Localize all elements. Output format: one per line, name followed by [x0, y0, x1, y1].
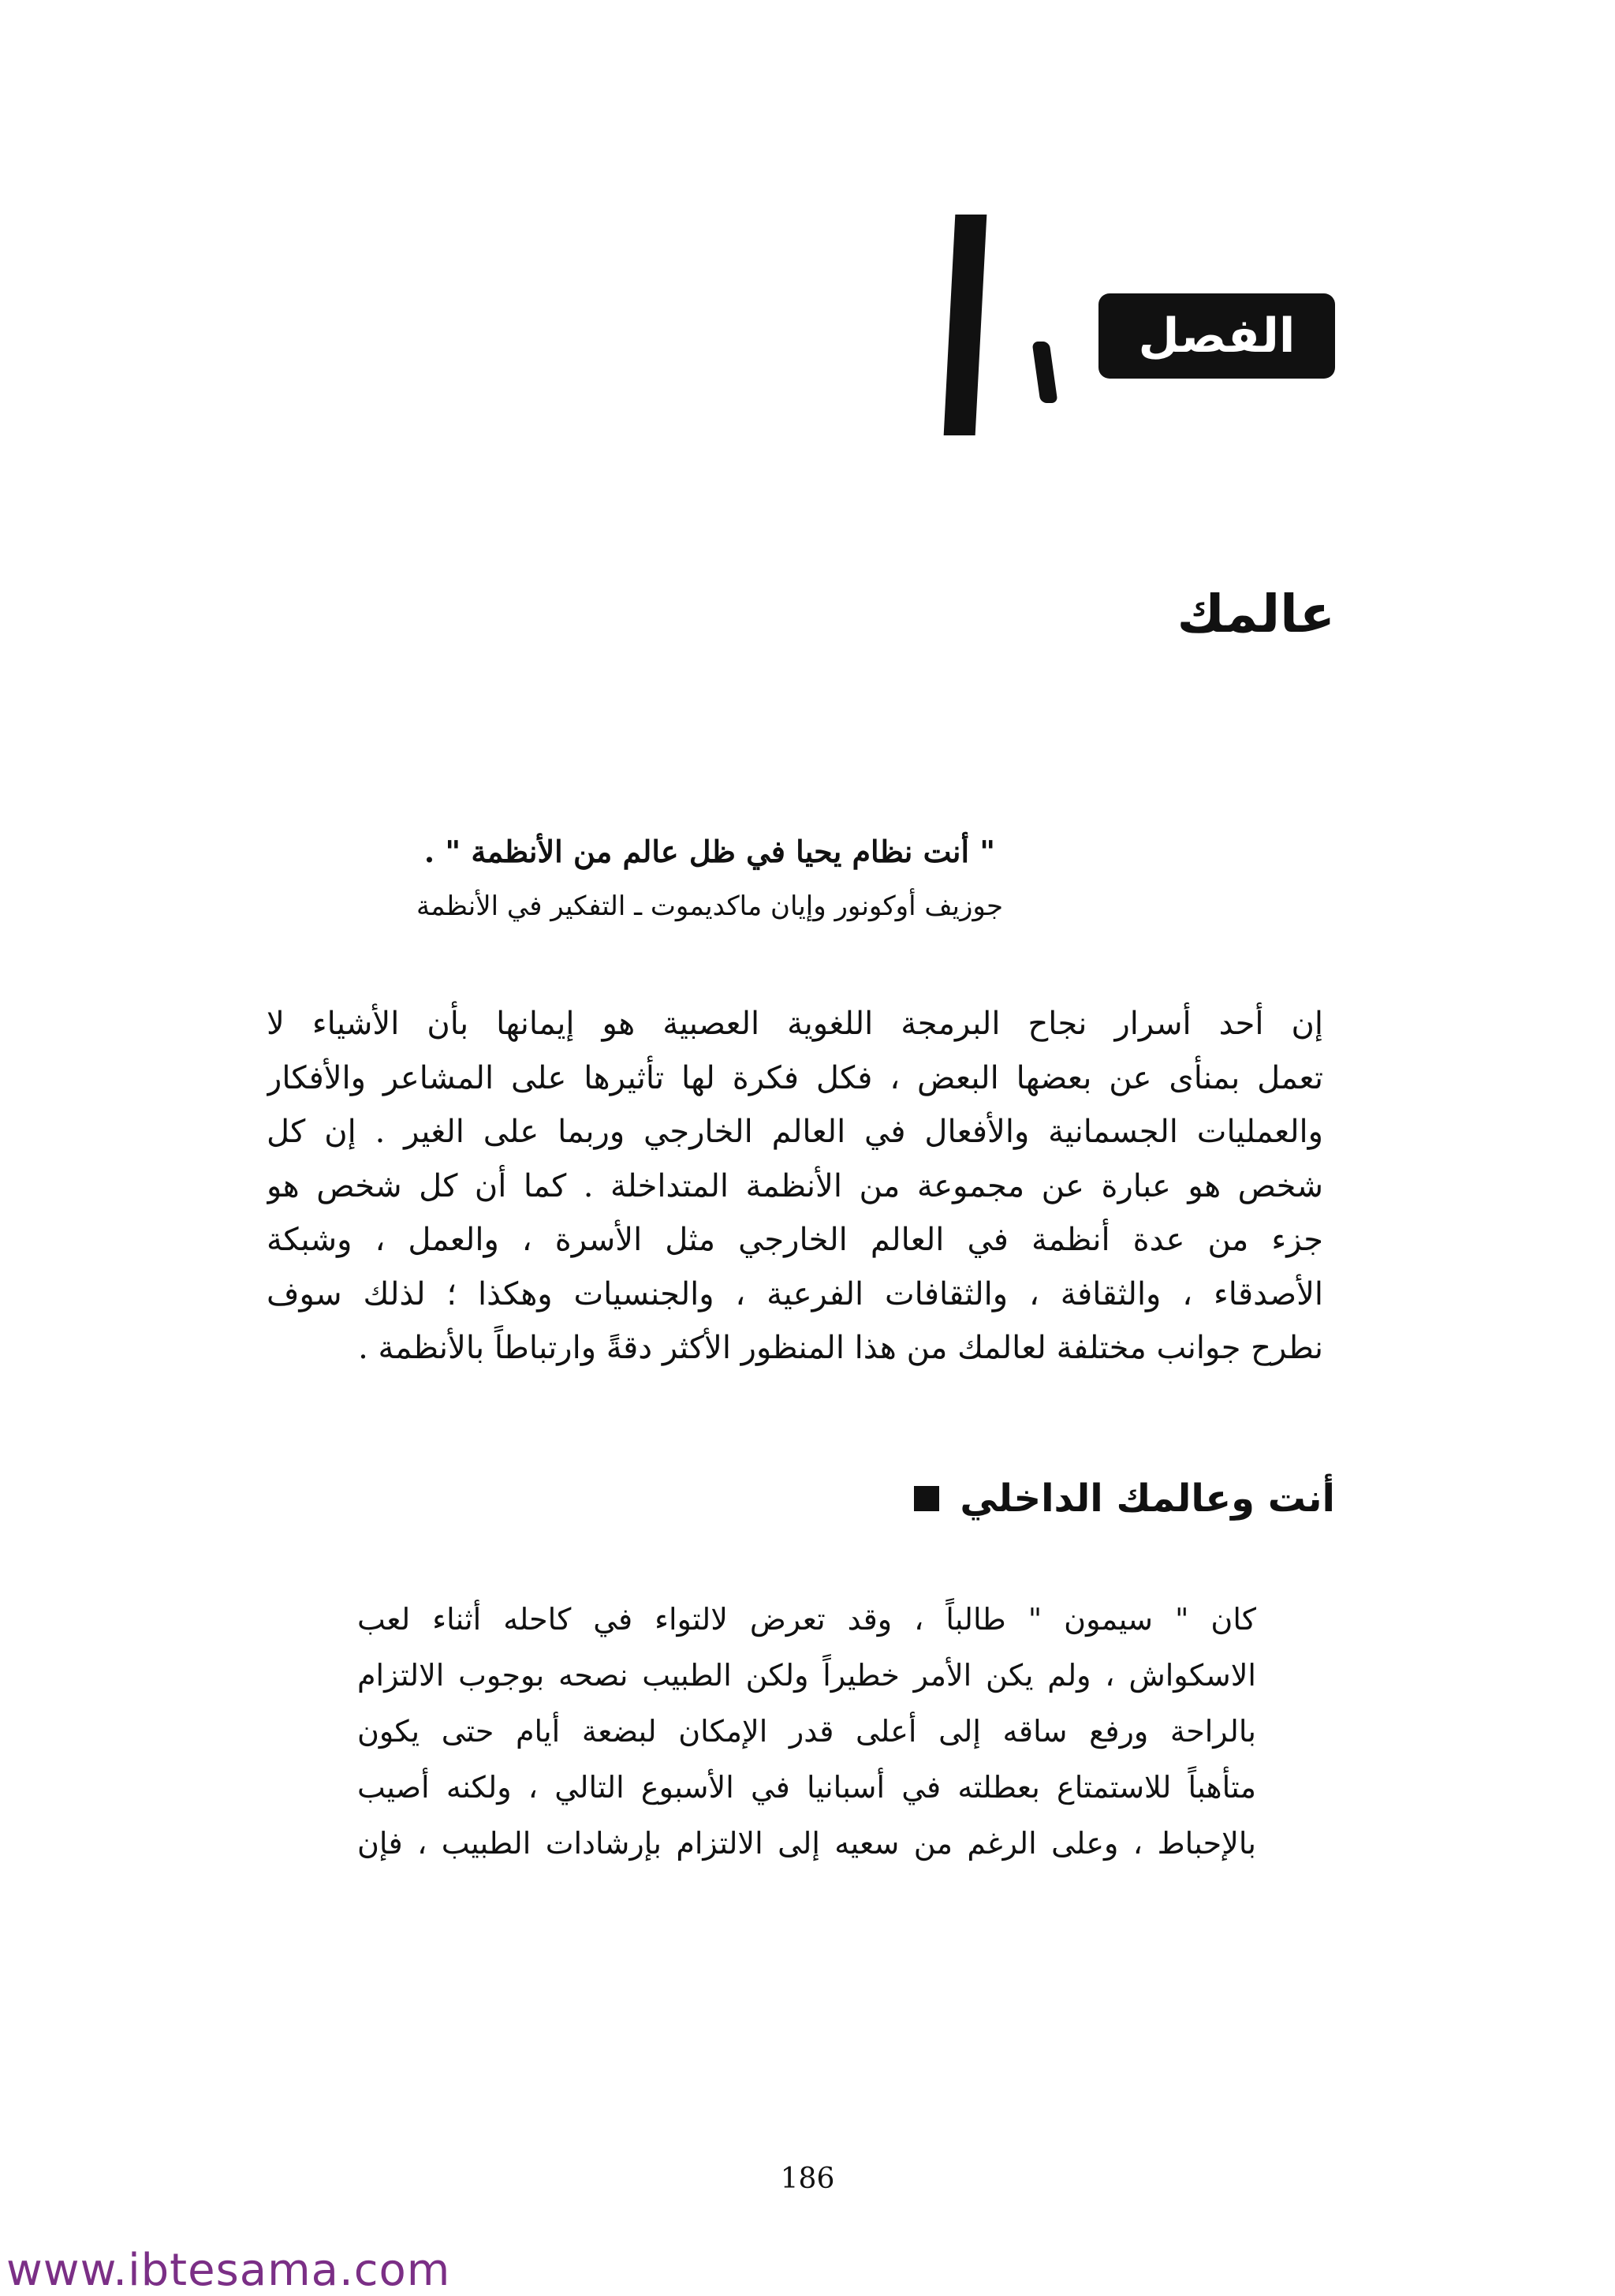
page-number: 186 [780, 2163, 835, 2195]
watermark: www.ibtesama.com [6, 2245, 451, 2296]
chapter-title: عالمك [1177, 584, 1335, 644]
chapter-digit-zero [1032, 342, 1058, 403]
paragraph-line: بالراحة ورفع ساقه إلى أعلى قدر الإمكان لبضعة أيام حتى يكون [357, 1714, 1256, 1749]
paragraph-line: الاسكواش ، ولم يكن الأمر خطيراً ولكن الطبيب نصحه بوجوب الالتزام [357, 1658, 1256, 1693]
paragraph-line: شخص هو عبارة عن مجموعة من الأنظمة المتداخلة . كما أن كل شخص هو [267, 1167, 1323, 1204]
paragraph-line: جزء من عدة أنظمة في العالم الخارجي مثل الأسرة ، والعمل ، وشبكة [267, 1222, 1323, 1258]
chapter-badge-label: الفصل [1138, 308, 1296, 364]
paragraph-line: الأصدقاء ، والثقافة ، والثقافات الفرعية ، والجنسيات وهكذا ؛ لذلك سوف [267, 1275, 1323, 1312]
chapter-digit-one [944, 215, 987, 435]
text: أنت وعالمك الداخلي [960, 1477, 1335, 1521]
chapter-number [931, 207, 1072, 443]
chapter-badge [1098, 293, 1335, 379]
paragraph-line: كان " سيمون " طالباً ، وقد تعرض لالتواء في كاحله أثناء لعب [357, 1602, 1256, 1637]
paragraph-line: بالإحباط ، وعلى الرغم من سعيه إلى الالتزام بإرشادات الطبيب ، فإن [357, 1826, 1256, 1861]
epigraph-quote: " أنت نظام يحيا في ظل عالم من الأنظمة " . [423, 834, 996, 869]
paragraph-line: والعمليات الجسمانية والأفعال في العالم الخارجي وربما على الغير . إن كل [267, 1114, 1323, 1150]
epigraph [315, 828, 1104, 934]
section-heading [914, 1477, 1335, 1521]
paragraph-line: إن أحد أسرار نجاح البرمجة اللغوية العصبية هو إيمانها بأن الأشياء لا [267, 1006, 1323, 1042]
body-paragraph-2 [357, 1592, 1256, 1872]
paragraph-line: متأهباً للاستمتاع بعطلته في أسبانيا في الأسبوع التالي ، ولكنه أصيب [357, 1770, 1256, 1805]
paragraph-line: نطرح جوانب مختلفة لعالمك من هذا المنظور الأكثر دقةً وارتباطاً بالأنظمة . [358, 1330, 1323, 1366]
body-paragraph-1 [267, 997, 1323, 1376]
paragraph-line: تعمل بمنأى عن بعضها البعض ، فكل فكرة لها تأثيرها على المشاعر والأفكار [267, 1059, 1323, 1096]
epigraph-attribution: جوزيف أوكونور وإيان ماكديموت ـ التفكير في الأنظمة [416, 890, 1003, 922]
square-bullet-icon [914, 1486, 939, 1511]
